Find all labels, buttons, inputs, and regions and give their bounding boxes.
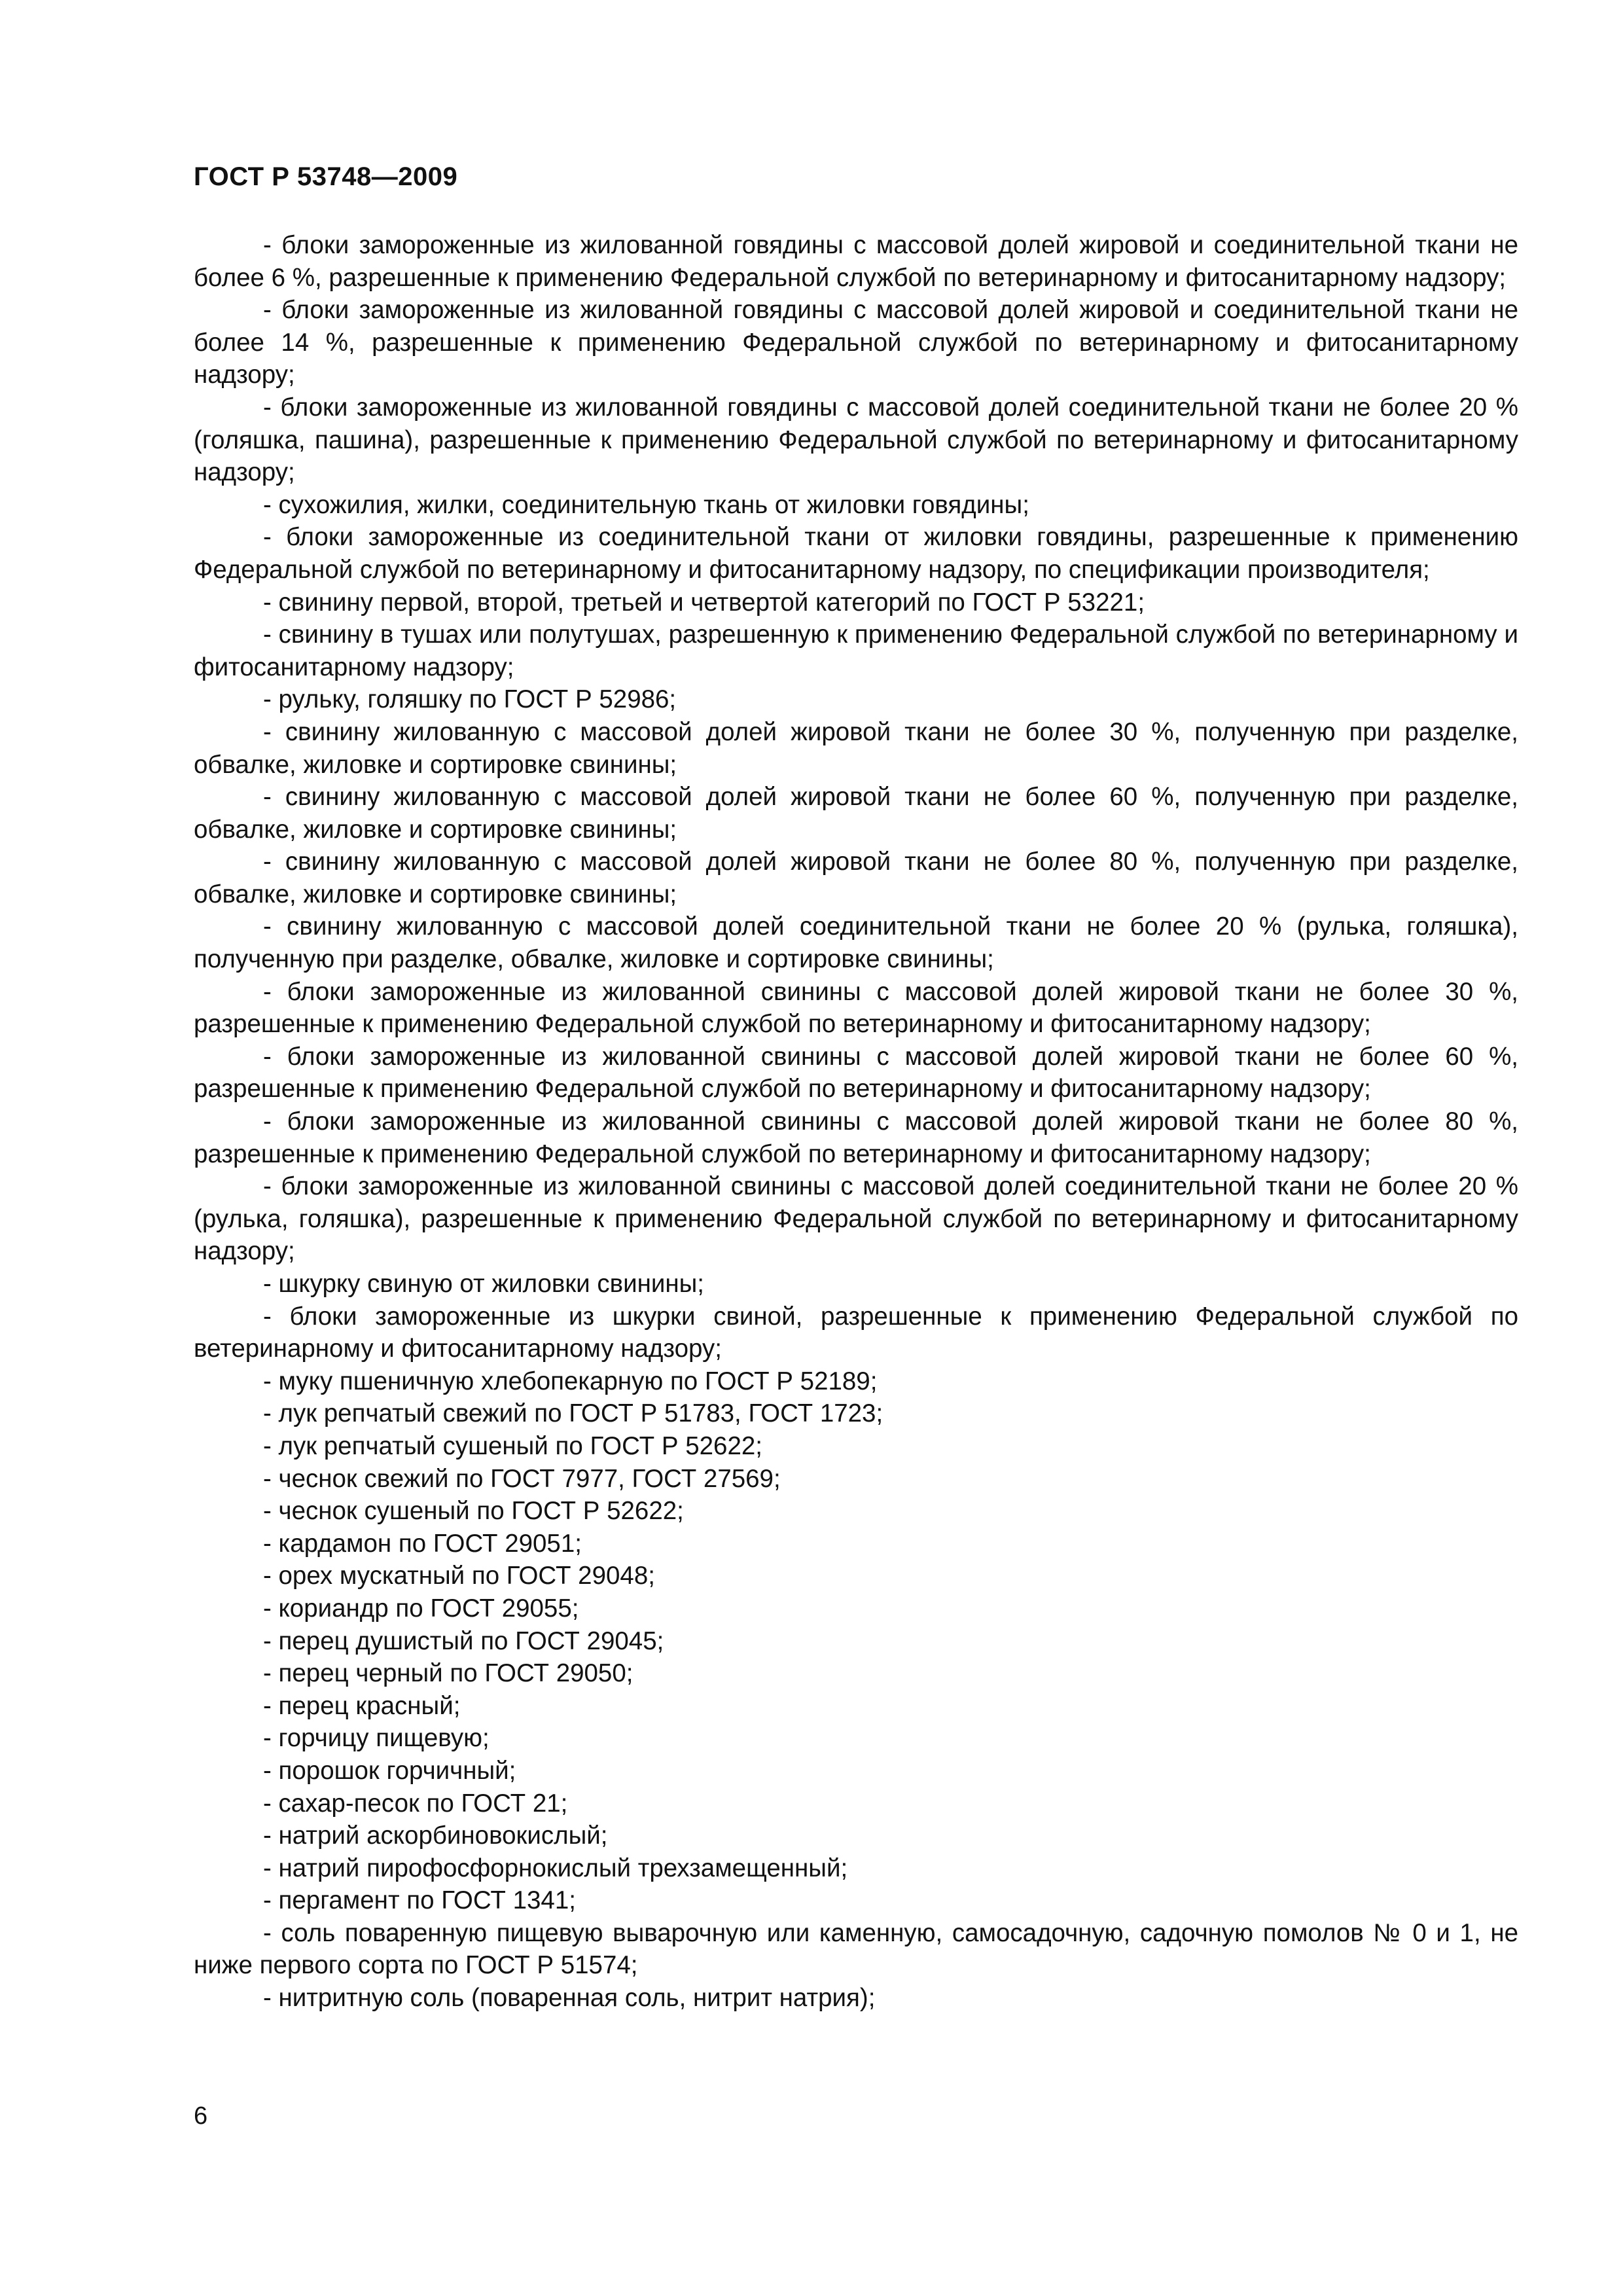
- list-item: - свинину жилованную с массовой долей соединительной ткани не более 20 % (рулька, голяшка), полученную при разделке, обвалке, жиловке и сортировке свинины;: [194, 912, 1518, 974]
- list-item: - чеснок свежий по ГОСТ 7977, ГОСТ 27569;: [263, 1464, 781, 1493]
- list-item: - кардамон по ГОСТ 29051;: [263, 1529, 582, 1558]
- list-item: - орех мускатный по ГОСТ 29048;: [263, 1562, 655, 1590]
- list-item: - перец душистый по ГОСТ 29045;: [263, 1626, 664, 1655]
- document-header: ГОСТ Р 53748—2009: [194, 162, 458, 191]
- list-item: - лук репчатый сушеный по ГОСТ Р 52622;: [263, 1431, 762, 1460]
- list-item: - блоки замороженные из жилованной говядины с массовой долей соединительной ткани не более 20 % (голяшка, пашина), разрешенные к применению Федеральной службой по ветеринарному и фитосанитарному надзору;: [194, 393, 1518, 487]
- list-item: - блоки замороженные из жилованной свинины с массовой долей жировой ткани не более 80 %, разрешенные к применению Федеральной службой по ветеринарному и фитосанитарному надзору;: [194, 1107, 1518, 1168]
- list-item: - рульку, голяшку по ГОСТ Р 52986;: [263, 685, 677, 714]
- list-item: - блоки замороженные из жилованной говядины с массовой долей жировой и соединительной ткани не более 6 %, разрешенные к применению Федеральной службой по ветеринарному и фитосанитарному надзору;: [194, 231, 1518, 292]
- list-item: - блоки замороженные из жилованной говядины с массовой долей жировой и соединительной ткани не более 14 %, разрешенные к применению Федеральной службой по ветеринарному и фитосанитарному надзору;: [194, 296, 1518, 389]
- list-item: - нитритную соль (поваренная соль, нитрит натрия);: [263, 1984, 876, 2013]
- list-item: - сахар-песок по ГОСТ 21;: [263, 1789, 568, 1818]
- list-item: - соль поваренную пищевую выварочную или каменную, самосадочную, садочную помолов № 0 и 1, не ниже первого сорта по ГОСТ Р 51574;: [194, 1918, 1518, 1980]
- list-item: - порошок горчичный;: [263, 1756, 516, 1785]
- list-item: - пергамент по ГОСТ 1341;: [263, 1886, 576, 1915]
- list-item: - чеснок сушеный по ГОСТ Р 52622;: [263, 1497, 684, 1526]
- page-number: 6: [194, 2102, 208, 2130]
- list-item: - горчицу пищевую;: [263, 1724, 490, 1753]
- list-item: - свинину жилованную с массовой долей жировой ткани не более 60 %, полученную при разделке, обвалке, жиловке и сортировке свинины;: [194, 783, 1518, 844]
- list-item: - перец красный;: [263, 1691, 461, 1720]
- ingredient-list: [194, 229, 1518, 2015]
- list-item: - шкурку свиную от жиловки свинины;: [263, 1270, 704, 1298]
- list-item: - блоки замороженные из жилованной свинины с массовой долей жировой ткани не более 30 %, разрешенные к применению Федеральной службой по ветеринарному и фитосанитарному надзору;: [194, 977, 1518, 1039]
- list-item: - лук репчатый свежий по ГОСТ Р 51783, ГОСТ 1723;: [263, 1399, 883, 1428]
- list-item: - блоки замороженные из жилованной свинины с массовой долей жировой ткани не более 60 %, разрешенные к применению Федеральной службой по ветеринарному и фитосанитарному надзору;: [194, 1042, 1518, 1103]
- list-item: - блоки замороженные из жилованной свинины с массовой долей соединительной ткани не более 20 % (рулька, голяшка), разрешенные к применению Федеральной службой по ветеринарному и фитосанитарному надзору;: [194, 1172, 1518, 1266]
- list-item: - блоки замороженные из шкурки свиной, разрешенные к применению Федеральной службой по ветеринарному и фитосанитарному надзору;: [194, 1302, 1518, 1363]
- list-item: - натрий аскорбиновокислый;: [263, 1821, 608, 1850]
- list-item: - свинину в тушах или полутушах, разрешенную к применению Федеральной службой по ветеринарному и фитосанитарному надзору;: [194, 620, 1518, 681]
- list-item: - муку пшеничную хлебопекарную по ГОСТ Р 52189;: [263, 1367, 878, 1395]
- list-item: - натрий пирофосфорнокислый трехзамещенный;: [263, 1854, 848, 1882]
- list-item: - сухожилия, жилки, соединительную ткань от жиловки говядины;: [263, 490, 1029, 519]
- list-item: - свинину жилованную с массовой долей жировой ткани не более 80 %, полученную при разделке, обвалке, жиловке и сортировке свинины;: [194, 848, 1518, 908]
- list-item: - блоки замороженные из соединительной ткани от жиловки говядины, разрешенные к применению Федеральной службой по ветеринарному и фитосанитарному надзору, по спецификации производителя;: [194, 523, 1518, 584]
- list-item: - кориандр по ГОСТ 29055;: [263, 1594, 579, 1623]
- list-item: - перец черный по ГОСТ 29050;: [263, 1659, 633, 1688]
- list-item: - свинину первой, второй, третьей и четвертой категорий по ГОСТ Р 53221;: [263, 588, 1145, 617]
- list-item: - свинину жилованную с массовой долей жировой ткани не более 30 %, полученную при разделке, обвалке, жиловке и сортировке свинины;: [194, 717, 1518, 779]
